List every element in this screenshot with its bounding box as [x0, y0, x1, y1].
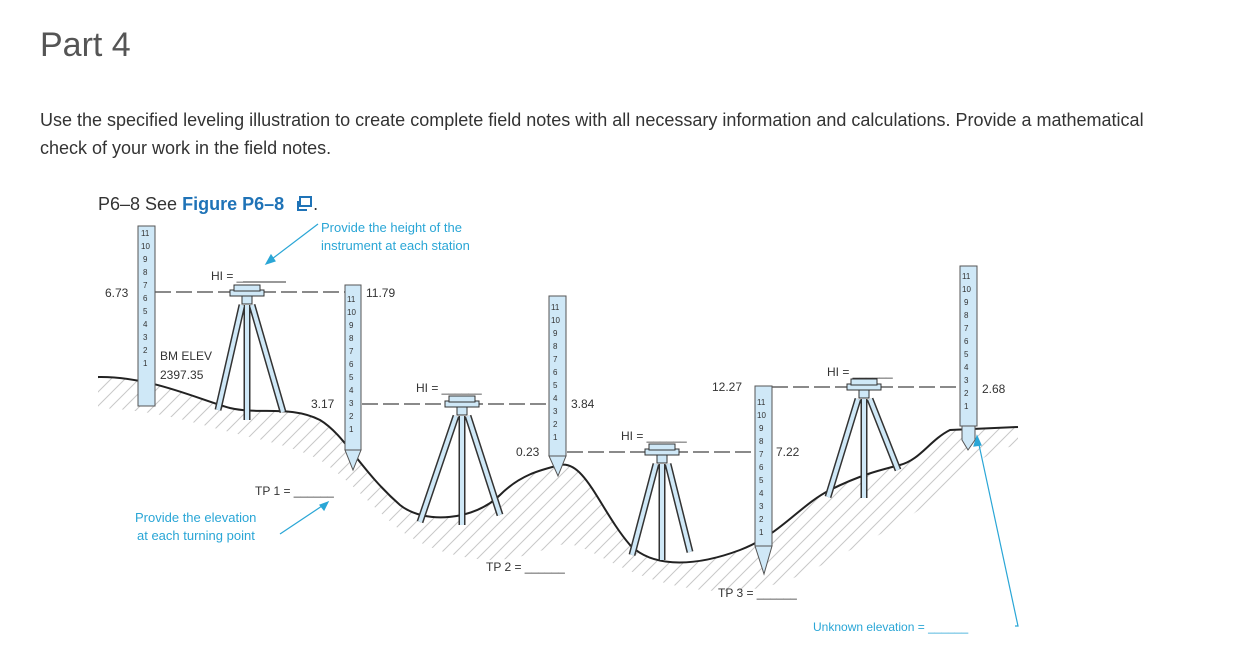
svg-text:8: 8: [964, 311, 969, 320]
svg-text:10: 10: [962, 285, 971, 294]
svg-text:5: 5: [143, 307, 148, 316]
reading-bs3: 0.23: [516, 445, 540, 459]
svg-text:8: 8: [553, 342, 558, 351]
svg-text:6: 6: [759, 463, 764, 472]
svg-text:11: 11: [551, 303, 560, 312]
svg-text:9: 9: [964, 298, 969, 307]
svg-text:2: 2: [964, 389, 969, 398]
svg-text:6: 6: [964, 337, 969, 346]
bm-label: BM ELEV: [160, 349, 213, 363]
rod-1: [138, 226, 155, 406]
svg-text:5: 5: [553, 381, 558, 390]
svg-text:2: 2: [759, 515, 764, 524]
svg-text:10: 10: [757, 411, 766, 420]
bm-elevation: 2397.35: [160, 368, 204, 382]
reading-bs2: 3.17: [311, 397, 335, 411]
svg-text:6: 6: [143, 294, 148, 303]
hi-label-4: HI = ______: [827, 365, 893, 379]
svg-text:9: 9: [349, 321, 354, 330]
svg-text:6: 6: [349, 360, 354, 369]
hi-note-line1: Provide the height of the: [321, 220, 462, 235]
svg-text:3: 3: [349, 399, 354, 408]
svg-text:1: 1: [349, 425, 354, 434]
rod-3: [549, 296, 566, 476]
figure-link[interactable]: Figure P6–8: [182, 194, 313, 214]
hi-label-2: HI = ______: [416, 381, 482, 395]
tp-note-line2: at each turning point: [137, 528, 255, 543]
svg-text:10: 10: [141, 242, 150, 251]
svg-text:8: 8: [349, 334, 354, 343]
unknown-elevation-label: Unknown elevation = ______: [813, 620, 969, 634]
svg-text:4: 4: [143, 320, 148, 329]
svg-text:4: 4: [759, 489, 764, 498]
svg-text:10: 10: [551, 316, 560, 325]
tp2-label: TP 2 = ______: [486, 560, 565, 574]
svg-text:10: 10: [347, 308, 356, 317]
svg-text:2: 2: [143, 346, 148, 355]
svg-text:7: 7: [964, 324, 969, 333]
svg-text:7: 7: [759, 450, 764, 459]
svg-text:9: 9: [553, 329, 558, 338]
reading-bs1: 6.73: [105, 286, 129, 300]
svg-text:4: 4: [964, 363, 969, 372]
svg-text:11: 11: [757, 398, 766, 407]
svg-text:11: 11: [347, 295, 356, 304]
reading-bs4: 12.27: [712, 380, 743, 394]
svg-text:11: 11: [962, 272, 971, 281]
svg-text:1: 1: [759, 528, 764, 537]
tp1-label: TP 1 = ______: [255, 484, 334, 498]
level-instrument-3: [632, 444, 690, 560]
svg-text:6: 6: [553, 368, 558, 377]
rod-2: [345, 285, 361, 470]
reading-fs1: 11.79: [366, 286, 396, 300]
svg-text:9: 9: [759, 424, 764, 433]
reading-fs4: 2.68: [982, 382, 1006, 396]
svg-text:2: 2: [553, 420, 558, 429]
svg-text:7: 7: [143, 281, 148, 290]
hi-label-3: HI = ______: [621, 429, 687, 443]
svg-text:4: 4: [553, 394, 558, 403]
reading-fs3: 7.22: [776, 445, 800, 459]
rod-5: [960, 266, 977, 450]
level-instrument-1: [218, 285, 283, 420]
svg-text:4: 4: [349, 386, 354, 395]
svg-text:1: 1: [553, 433, 558, 442]
svg-text:7: 7: [553, 355, 558, 364]
svg-text:8: 8: [759, 437, 764, 446]
rod-4: [755, 386, 772, 574]
svg-text:3: 3: [553, 407, 558, 416]
svg-text:5: 5: [759, 476, 764, 485]
svg-text:1: 1: [143, 359, 148, 368]
svg-text:1: 1: [964, 402, 969, 411]
svg-text:3: 3: [759, 502, 764, 511]
hi-label-1: HI = ______: [211, 269, 277, 283]
problem-line: P6–8 See Figure P6–8 .: [98, 194, 319, 214]
tp-note-line1: Provide the elevation: [135, 510, 257, 525]
svg-text:3: 3: [964, 376, 969, 385]
svg-text:2: 2: [349, 412, 354, 421]
reading-fs2: 3.84: [571, 397, 595, 411]
svg-text:5: 5: [964, 350, 969, 359]
svg-text:3: 3: [143, 333, 148, 342]
svg-text:7: 7: [349, 347, 354, 356]
svg-text:5: 5: [349, 373, 354, 382]
page-title: Part 4: [40, 26, 131, 64]
svg-text:9: 9: [143, 255, 148, 264]
problem-id: P6–8 See: [98, 194, 178, 214]
tp3-label: TP 3 = ______: [718, 586, 797, 600]
svg-text:11: 11: [141, 229, 150, 238]
svg-text:8: 8: [143, 268, 148, 277]
hi-note-line2: instrument at each station: [321, 238, 470, 253]
instructions-text: Use the specified leveling illustration to create complete field notes with all necessary information and calculations. Provide a mathematical check of your work in the field notes.: [40, 110, 1144, 158]
